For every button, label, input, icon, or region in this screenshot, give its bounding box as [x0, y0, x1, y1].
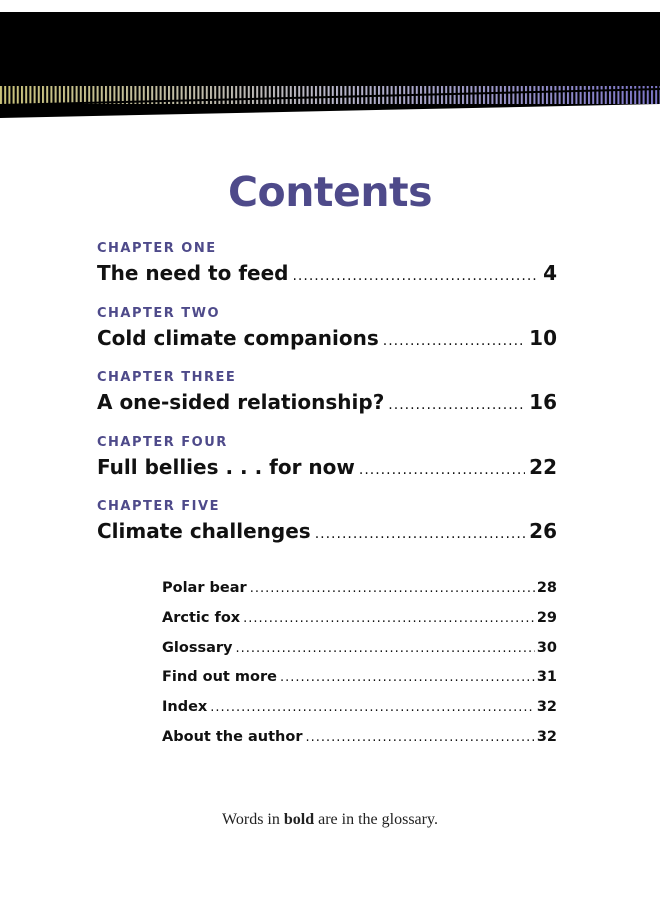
dot-leader	[280, 670, 535, 685]
note-text-before: Words in	[222, 811, 284, 828]
chapter-row	[97, 518, 557, 547]
extras-title: Index	[162, 699, 208, 716]
dot-leader	[305, 730, 534, 745]
extras-page: 29	[536, 609, 557, 626]
chapter-list	[97, 238, 557, 561]
chapter-label: CHAPTER TWO	[97, 305, 221, 321]
chapter-label: CHAPTER THREE	[97, 370, 237, 385]
extras-entry[interactable]	[162, 640, 557, 670]
chapter-title: Climate challenges	[97, 519, 311, 543]
dot-leader	[359, 457, 525, 483]
dot-leader	[243, 611, 535, 626]
page-title: Contents	[227, 168, 433, 216]
extras-entry[interactable]	[162, 580, 557, 610]
chapter-title: A one-sided relationship?	[97, 390, 385, 414]
header-banner	[0, 12, 660, 120]
chapter-label: CHAPTER ONE	[97, 241, 217, 256]
chapter-page: 4	[543, 261, 557, 285]
note-bold-word: bold	[283, 811, 315, 828]
extras-title: Polar bear	[162, 580, 247, 596]
chapter-label: CHAPTER FOUR	[97, 434, 228, 450]
chapter-entry[interactable]	[97, 367, 557, 432]
extras-title: Glossary	[162, 639, 233, 656]
extras-title: Find out more	[162, 669, 277, 686]
extras-page: 31	[536, 669, 557, 686]
glossary-note	[0, 811, 660, 829]
extras-entry[interactable]	[162, 610, 557, 640]
chapter-title: The need to feed	[97, 261, 289, 285]
extras-entry[interactable]	[162, 669, 557, 699]
chapter-row	[97, 260, 557, 289]
chapter-title: Full bellies . . . for now	[97, 454, 355, 479]
dot-leader	[210, 700, 535, 715]
dot-leader	[292, 263, 539, 289]
chapter-page: 26	[529, 519, 557, 543]
chapter-entry[interactable]	[97, 432, 557, 497]
note-text-after: are in the glossary.	[314, 811, 438, 828]
dot-leader	[383, 328, 525, 354]
chapter-row	[97, 454, 557, 483]
chapter-entry[interactable]	[97, 496, 557, 561]
extras-page: 30	[536, 639, 557, 656]
extras-list	[162, 580, 557, 759]
chapter-page: 16	[529, 390, 557, 414]
extras-page: 32	[536, 699, 557, 716]
chapter-entry[interactable]	[97, 238, 557, 303]
chapter-row	[97, 389, 557, 418]
chapter-label: CHAPTER FIVE	[97, 499, 220, 514]
dot-leader	[250, 581, 535, 596]
extras-title: Arctic fox	[162, 609, 241, 626]
dot-leader	[235, 641, 534, 656]
chapter-entry[interactable]	[97, 303, 557, 368]
extras-title: About the author	[162, 728, 303, 745]
chapter-page: 22	[529, 454, 557, 479]
dot-leader	[388, 392, 525, 418]
extras-page: 32	[536, 728, 557, 745]
chapter-title: Cold climate companions	[97, 325, 379, 350]
extras-page: 28	[536, 580, 557, 596]
chapter-row	[97, 325, 557, 354]
dot-leader	[315, 521, 525, 547]
extras-entry[interactable]	[162, 699, 557, 729]
chapter-page: 10	[529, 325, 557, 350]
extras-entry[interactable]	[162, 729, 557, 759]
